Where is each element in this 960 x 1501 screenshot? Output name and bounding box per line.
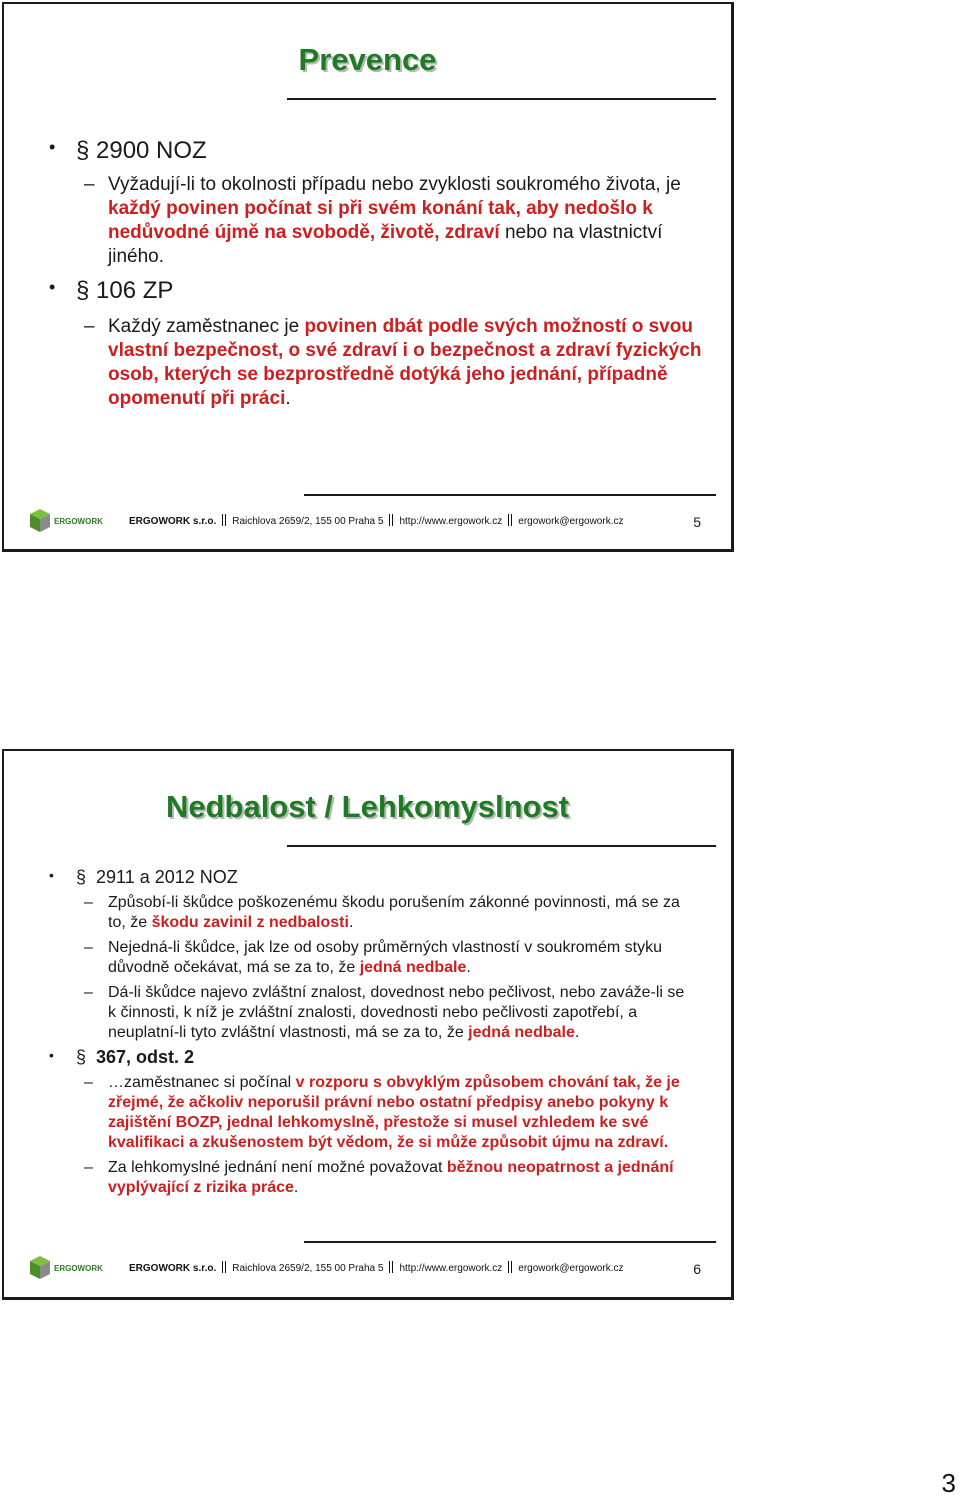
slide-6 xyxy=(2,749,734,1300)
company-email[interactable]: ergowork@ergowork.cz xyxy=(518,1263,624,1274)
sub-bullet-text: …zaměstnanec si počínal v rozporu s obvyklým způsobem chování tak, že je zřejmé, že ačkoliv neporušil právní nebo ostatní předpisy anebo pokyny k zajištění BOZP, jednal lehkomyslně, přestože si musel vzhledem ke své kvalifikaci a zkušenostem být vědom, že si může způsobit újmu na zdraví. xyxy=(108,1074,680,1151)
sub-bullet-text: Za lehkomyslné jednání není možné považovat běžnou neopatrnost a jednání vyplývající z rizika práce. xyxy=(108,1159,674,1196)
bullet-label: 2900 NOZ xyxy=(96,137,207,164)
bullet-dot-icon: • xyxy=(49,137,56,157)
sub-bullet-text: Nejedná-li škůdce, jak lze od osoby průměrných vlastností v soukromém styku důvodně očekávat, má se za to, že jedná nedbale. xyxy=(108,939,663,976)
sub-bullet-list xyxy=(4,1073,731,1198)
bullet-label: 106 ZP xyxy=(96,277,174,304)
footer-rule xyxy=(304,1241,716,1243)
bullet-label: 2911 a 2012 NOZ xyxy=(96,867,238,887)
dash-icon: – xyxy=(84,939,93,956)
dash-icon: – xyxy=(84,174,95,195)
dash-icon: – xyxy=(84,1159,93,1176)
bullet-dot-icon: • xyxy=(49,277,56,297)
sub-bullet xyxy=(4,1073,731,1153)
sub-bullet xyxy=(4,983,731,1043)
company-email[interactable]: ergowork@ergowork.cz xyxy=(518,516,624,527)
slide-number: 6 xyxy=(693,1261,701,1277)
slide-footer xyxy=(4,494,731,538)
sub-bullet xyxy=(4,893,731,933)
slide-title: Prevence xyxy=(298,42,437,77)
dash-icon: – xyxy=(84,894,93,911)
title-rule xyxy=(287,98,716,100)
bullet-dot-icon: • xyxy=(49,1047,54,1063)
sub-bullet-text: Vyžadují-li to okolnosti případu nebo zvyklosti soukromého života, je každý povinen počínat si při svém konání tak, aby nedošlo k nedůvodné újmě na svobodě, životě, zdraví nebo na vlastnictví jiného. xyxy=(108,174,681,267)
dash-icon: – xyxy=(84,316,95,337)
svg-text:ERGOWORK: ERGOWORK xyxy=(54,1264,103,1273)
dash-icon: – xyxy=(84,984,93,1001)
company-web[interactable]: http://www.ergowork.cz xyxy=(399,516,503,527)
slide-number: 5 xyxy=(693,514,701,530)
company-address: Raichlova 2659/2, 155 00 Praha 5 xyxy=(232,1263,384,1274)
bullet-367 xyxy=(4,1047,731,1068)
company-web[interactable]: http://www.ergowork.cz xyxy=(399,1263,503,1274)
slide-5 xyxy=(2,2,734,552)
section-sign-icon: § xyxy=(76,277,90,304)
slide-content xyxy=(4,137,731,411)
svg-text:ERGOWORK: ERGOWORK xyxy=(54,517,103,526)
company-name: ERGOWORK s.r.o. xyxy=(129,516,217,527)
ergowork-logo-icon xyxy=(24,1251,104,1285)
footer-contact xyxy=(129,514,623,527)
bullet-2900-noz xyxy=(4,137,731,165)
footer-contact xyxy=(129,1261,623,1274)
slide-footer xyxy=(4,1241,731,1285)
bullet-2911-noz xyxy=(4,867,731,888)
sub-bullet-text: Dá-li škůdce najevo zvláštní znalost, dovednost nebo pečlivost, nebo zaváže-li se k činnosti, k níž je zvláštní znalosti, dovednosti nebo pečlivosti zapotřebí, a neuplatní-li tyto zvláštní vlastnosti, má se za to, že jedná nedbale. xyxy=(108,984,685,1041)
sub-bullet-list xyxy=(4,893,731,1043)
company-address: Raichlova 2659/2, 155 00 Praha 5 xyxy=(232,516,384,527)
section-sign-icon: § xyxy=(76,867,87,887)
title-rule xyxy=(287,845,716,847)
bullet-dot-icon: • xyxy=(49,867,54,883)
dash-icon: – xyxy=(84,1074,93,1091)
ergowork-logo-icon xyxy=(24,504,104,538)
sub-bullet xyxy=(4,1158,731,1198)
sub-bullet-text: Každý zaměstnanec je povinen dbát podle svých možností o svou vlastní bezpečnost, o své zdraví i o bezpečnost a zdraví fyzických osob, kterých se bezprostředně dotýká jeho jednání, případně opomenutí při práci. xyxy=(108,316,702,409)
sub-bullet xyxy=(4,315,731,411)
section-sign-icon: § xyxy=(76,1047,87,1067)
sub-bullet xyxy=(4,938,731,978)
section-sign-icon: § xyxy=(76,137,90,164)
company-name: ERGOWORK s.r.o. xyxy=(129,1263,217,1274)
bullet-label: 367, odst. 2 xyxy=(96,1047,195,1067)
bullet-106-zp xyxy=(4,277,731,305)
slide-content xyxy=(4,867,731,1198)
page-number: 3 xyxy=(941,1468,956,1498)
sub-bullet xyxy=(4,173,731,269)
slide-title: Nedbalost / Lehkomyslnost xyxy=(165,789,570,824)
sub-bullet-text: Způsobí-li škůdce poškozenému škodu porušením zákonné povinnosti, má se za to, že škodu zavinil z nedbalosti. xyxy=(108,894,680,931)
footer-rule xyxy=(304,494,716,496)
